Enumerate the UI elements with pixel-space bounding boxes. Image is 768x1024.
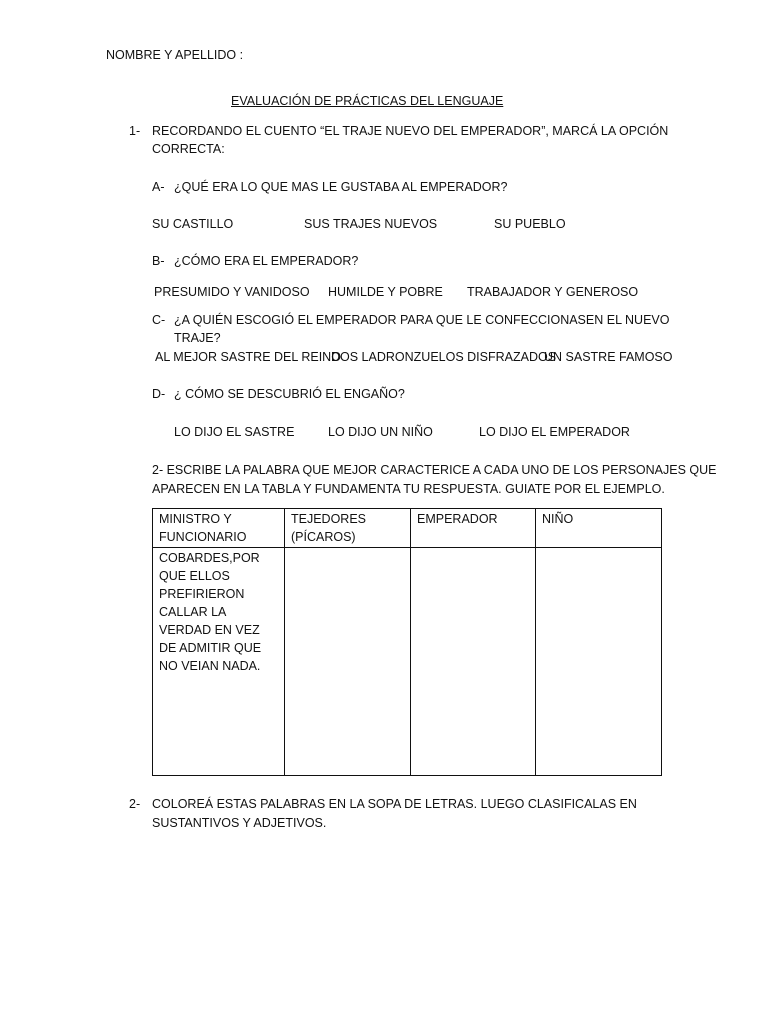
section1-number: 1-: [129, 124, 141, 138]
section2-instruction-line2: APARECEN EN LA TABLA Y FUNDAMENTA TU RESPUESTA. GUIATE POR EL EJEMPLO.: [152, 482, 665, 496]
header-tejedores: TEJEDORES (PÍCAROS): [285, 509, 411, 548]
question-c-option-2[interactable]: DOS LADRONZUELOS DISFRAZADOS: [331, 350, 557, 364]
table-header-row: [153, 509, 662, 548]
question-b-option-3[interactable]: TRABAJADOR Y GENEROSO: [467, 285, 639, 299]
question-d-option-3[interactable]: LO DIJO EL EMPERADOR: [479, 425, 630, 439]
question-d-option-1[interactable]: LO DIJO EL SASTRE: [174, 425, 295, 439]
answer-cell-emperador[interactable]: [411, 548, 536, 776]
question-d-letter: D-: [152, 387, 166, 401]
answer-cell-nino[interactable]: [536, 548, 662, 776]
section3-instruction-line2: SUSTANTIVOS Y ADJETIVOS.: [152, 816, 327, 830]
question-a-letter: A-: [152, 180, 165, 194]
header-ministro: MINISTRO Y FUNCIONARIO: [153, 509, 285, 548]
question-b-option-1[interactable]: PRESUMIDO Y VANIDOSO: [154, 285, 310, 299]
question-c-text-line2: TRAJE?: [174, 331, 221, 345]
question-a-option-1[interactable]: SU CASTILLO: [152, 217, 234, 231]
question-a-text: ¿QUÉ ERA LO QUE MAS LE GUSTABA AL EMPERADOR?: [174, 180, 508, 194]
answer-cell-tejedores[interactable]: [285, 548, 411, 776]
name-label: NOMBRE Y APELLIDO :: [106, 48, 244, 62]
table-row: [153, 548, 662, 776]
question-d-option-2[interactable]: LO DIJO UN NIÑO: [328, 425, 433, 439]
question-a-option-2[interactable]: SUS TRAJES NUEVOS: [304, 217, 438, 231]
example-answer-cell: COBARDES,POR QUE ELLOS PREFIRIERON CALLAR LA VERDAD EN VEZ DE ADMITIR QUE NO VEIAN NADA.: [153, 548, 285, 776]
question-a-option-3[interactable]: SU PUEBLO: [494, 217, 566, 231]
question-c-text: ¿A QUIÉN ESCOGIÓ EL EMPERADOR PARA QUE LE CONFECCIONASEN EL NUEVO: [174, 313, 670, 327]
header-emperador: EMPERADOR: [411, 509, 536, 548]
page-title: EVALUACIÓN DE PRÁCTICAS DEL LENGUAJE: [231, 94, 504, 108]
question-b-text: ¿CÓMO ERA EL EMPERADOR?: [174, 254, 359, 268]
section3-instruction-line1: COLOREÁ ESTAS PALABRAS EN LA SOPA DE LETRAS. LUEGO CLASIFICALAS EN: [152, 797, 637, 811]
section1-instruction-line1: RECORDANDO EL CUENTO “EL TRAJE NUEVO DEL EMPERADOR”, MARCÁ LA OPCIÓN: [152, 124, 669, 138]
question-c-option-3[interactable]: UN SASTRE FAMOSO: [544, 350, 673, 364]
question-d-text: ¿ CÓMO SE DESCUBRIÓ EL ENGAÑO?: [174, 387, 405, 401]
question-b-option-2[interactable]: HUMILDE Y POBRE: [328, 285, 443, 299]
question-b-letter: B-: [152, 254, 165, 268]
header-nino: NIÑO: [536, 509, 662, 548]
question-c-option-1[interactable]: AL MEJOR SASTRE DEL REINO: [155, 350, 341, 364]
question-c-letter: C-: [152, 313, 166, 327]
section1-instruction-line2: CORRECTA:: [152, 142, 225, 156]
section3-number: 2-: [129, 797, 141, 811]
characters-table: [152, 508, 662, 776]
section2-instruction-line1: 2- ESCRIBE LA PALABRA QUE MEJOR CARACTERICE A CADA UNO DE LOS PERSONAJES QUE: [152, 463, 717, 477]
